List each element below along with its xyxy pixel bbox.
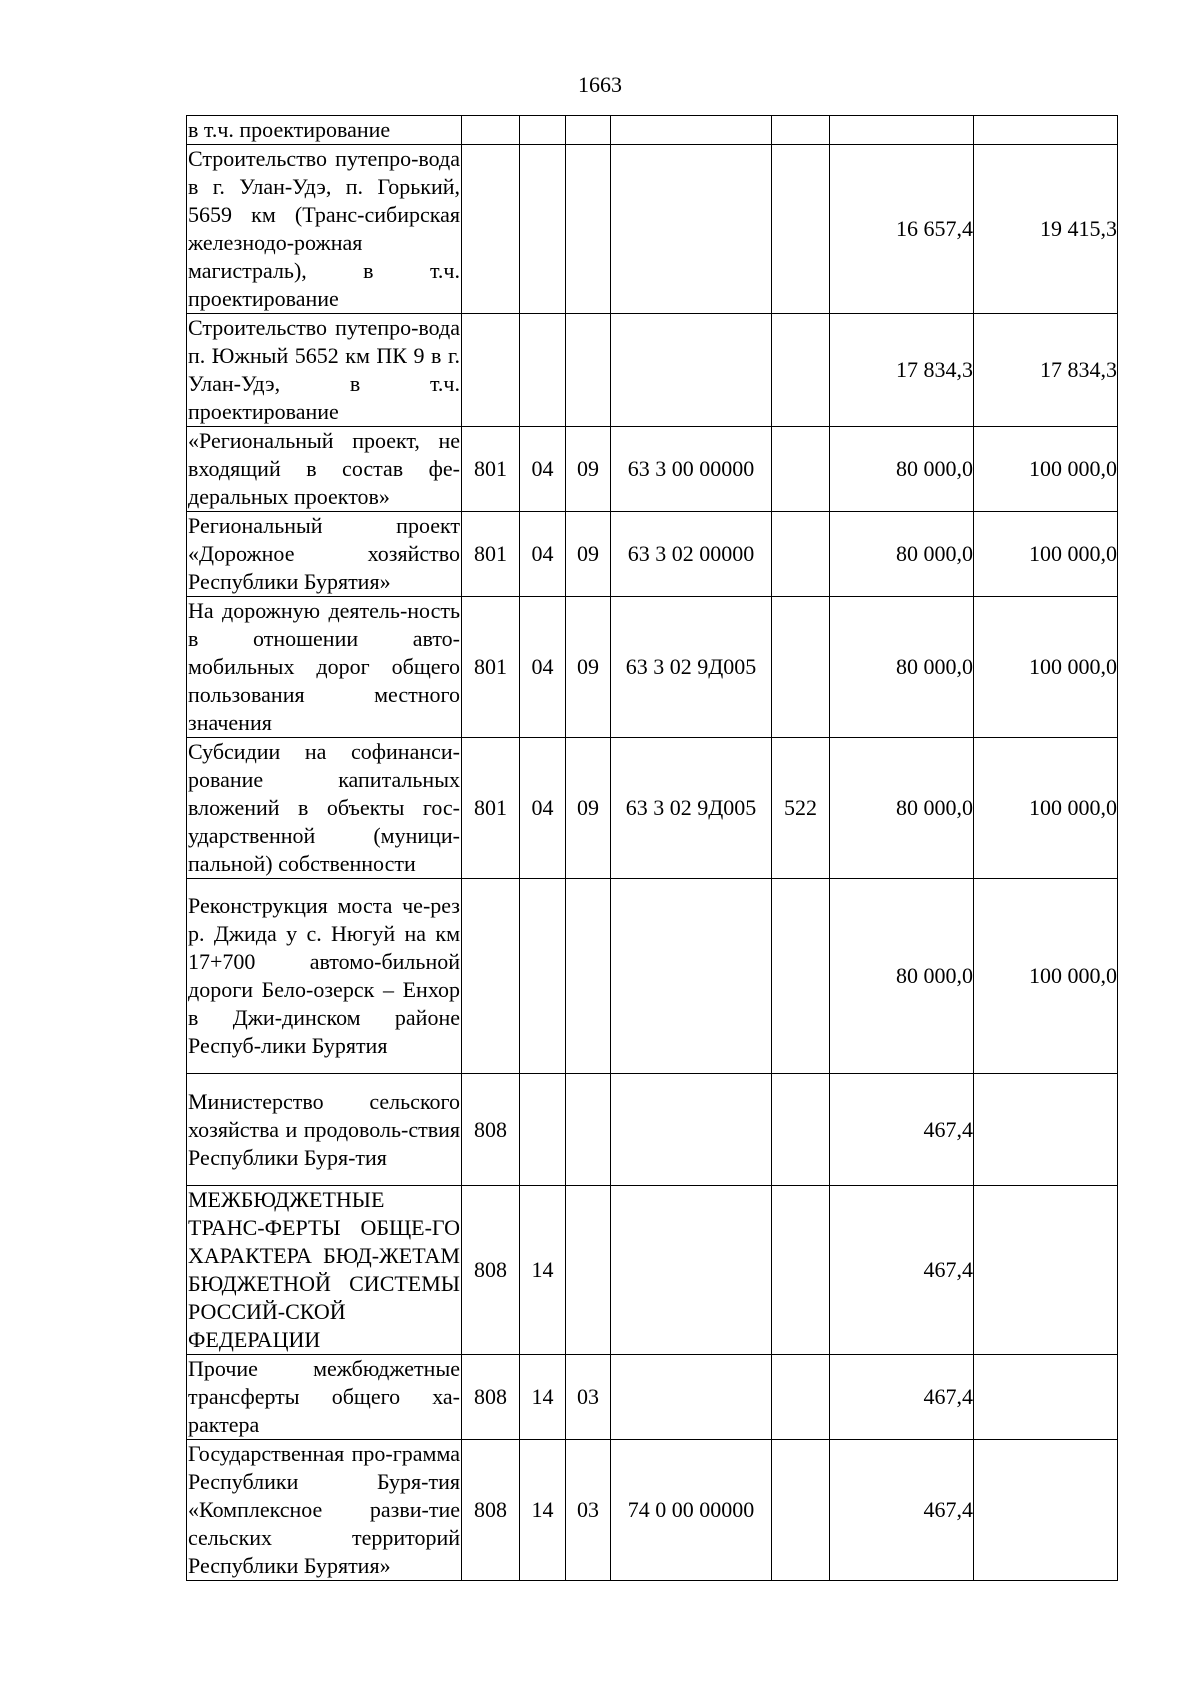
amount-year2-text: 17 834,3 <box>1040 357 1117 382</box>
subsection-code-text: 09 <box>577 456 599 481</box>
expense-type-cell <box>772 116 830 145</box>
row-name-text: На дорожную деятель-ность в отношении авто-мобильных дорог общего пользования местного значения <box>188 598 460 735</box>
expense-type-cell <box>772 1355 830 1440</box>
row-name-cell <box>187 597 462 738</box>
row-name-text: «Региональный проект, не входящий в состав фе-деральных проектов» <box>188 428 460 509</box>
target-article-text: 63 3 00 00000 <box>627 456 755 481</box>
ved-code-cell <box>462 738 520 879</box>
amount-year2-text: 100 000,0 <box>1029 654 1117 679</box>
section-code-text: 04 <box>531 795 554 820</box>
section-code-text: 14 <box>531 1384 554 1409</box>
ved-code-cell <box>462 427 520 512</box>
table-row <box>187 1074 1118 1186</box>
row-name-cell <box>187 1355 462 1440</box>
row-name-text: в т.ч. проектирование <box>188 117 391 142</box>
subsection-code-cell <box>566 116 611 145</box>
amount-year1-text: 80 000,0 <box>896 456 973 481</box>
target-article-cell <box>611 427 772 512</box>
target-article-cell <box>611 879 772 1074</box>
section-code-text: 14 <box>531 1497 554 1522</box>
table-row <box>187 145 1118 314</box>
section-code-cell <box>520 1074 566 1186</box>
target-article-cell <box>611 1186 772 1355</box>
amount-year2-cell <box>974 116 1118 145</box>
ved-code-text: 808 <box>474 1497 507 1522</box>
row-name-text: Региональный проект «Дорожное хозяйство Республики Бурятия» <box>188 513 460 594</box>
row-name-cell <box>187 1440 462 1581</box>
section-code-text: 04 <box>531 541 554 566</box>
row-name-text: Субсидии на софинанси-рование капитальных вложений в объекты гос-ударственной (муници-пальной) собственности <box>188 739 460 876</box>
subsection-code-cell <box>566 1186 611 1355</box>
subsection-code-text: 03 <box>577 1497 599 1522</box>
section-code-cell <box>520 738 566 879</box>
amount-year1-cell <box>830 1074 974 1186</box>
table-row <box>187 597 1118 738</box>
subsection-code-cell <box>566 597 611 738</box>
table-row <box>187 738 1118 879</box>
subsection-code-text: 09 <box>577 795 599 820</box>
ved-code-cell <box>462 879 520 1074</box>
ved-code-cell <box>462 116 520 145</box>
row-name-text: Реконструкция моста че-рез р. Джида у с. Нюгуй на км 17+700 автомо-бильной дороги Бело-озерск – Енхор в Джи-динском районе Респуб-лики Бурятия <box>188 893 460 1058</box>
section-code-cell <box>520 1186 566 1355</box>
amount-year1-text: 17 834,3 <box>896 357 973 382</box>
table-row <box>187 512 1118 597</box>
expense-type-cell <box>772 738 830 879</box>
ved-code-text: 808 <box>474 1384 507 1409</box>
target-article-cell <box>611 314 772 427</box>
amount-year1-text: 467,4 <box>923 1497 973 1522</box>
amount-year1-cell <box>830 597 974 738</box>
section-code-text: 04 <box>531 654 554 679</box>
table-row <box>187 1440 1118 1581</box>
target-article-cell <box>611 1074 772 1186</box>
ved-code-text: 801 <box>474 456 507 481</box>
amount-year2-text: 100 000,0 <box>1029 541 1117 566</box>
ved-code-text: 808 <box>474 1257 507 1282</box>
subsection-code-cell <box>566 879 611 1074</box>
amount-year2-text: 100 000,0 <box>1029 795 1117 820</box>
amount-year2-text: 19 415,3 <box>1040 216 1117 241</box>
ved-code-text: 801 <box>474 795 507 820</box>
subsection-code-text: 09 <box>577 654 599 679</box>
ved-code-cell <box>462 512 520 597</box>
amount-year2-cell <box>974 512 1118 597</box>
amount-year1-cell <box>830 738 974 879</box>
expense-type-cell <box>772 145 830 314</box>
amount-year1-cell <box>830 1186 974 1355</box>
section-code-text: 14 <box>531 1257 554 1282</box>
table-row <box>187 314 1118 427</box>
ved-code-cell <box>462 1186 520 1355</box>
target-article-text: 74 0 00 00000 <box>627 1497 755 1522</box>
target-article-cell <box>611 597 772 738</box>
expense-type-cell <box>772 427 830 512</box>
amount-year1-text: 80 000,0 <box>896 541 973 566</box>
subsection-code-cell <box>566 427 611 512</box>
amount-year2-cell <box>974 879 1118 1074</box>
section-code-cell <box>520 145 566 314</box>
table-row <box>187 1186 1118 1355</box>
budget-table <box>186 115 1118 1581</box>
row-name-text: Государственная про-грамма Республики Буря-тия «Комплексное разви-тие сельских территорий Республики Бурятия» <box>188 1441 460 1578</box>
row-name-cell <box>187 1074 462 1186</box>
amount-year1-text: 16 657,4 <box>896 216 973 241</box>
expense-type-cell <box>772 1186 830 1355</box>
table-row <box>187 879 1118 1074</box>
row-name-text: Министерство сельского хозяйства и продоволь-ствия Республики Буря-тия <box>188 1088 460 1170</box>
row-name-cell <box>187 879 462 1074</box>
amount-year2-cell <box>974 1440 1118 1581</box>
section-code-cell <box>520 879 566 1074</box>
expense-type-cell <box>772 1074 830 1186</box>
amount-year1-text: 467,4 <box>923 1116 973 1142</box>
amount-year2-cell <box>974 1186 1118 1355</box>
table-row <box>187 1355 1118 1440</box>
ved-code-cell <box>462 1440 520 1581</box>
ved-code-cell <box>462 1074 520 1186</box>
row-name-text: Строительство путепро-вода в г. Улан-Удэ, п. Горький, 5659 км (Транс-сибирская железнодо-рожная магистраль), в т.ч. проектирование <box>188 146 460 311</box>
subsection-code-cell <box>566 1074 611 1186</box>
row-name-cell <box>187 145 462 314</box>
row-name-cell <box>187 314 462 427</box>
expense-type-cell <box>772 314 830 427</box>
subsection-code-cell <box>566 1440 611 1581</box>
subsection-code-text: 09 <box>577 541 599 566</box>
row-name-text: Прочие межбюджетные трансферты общего ха-рактера <box>188 1356 460 1437</box>
target-article-cell <box>611 1440 772 1581</box>
target-article-text: 63 3 02 00000 <box>627 541 755 566</box>
ved-code-text: 808 <box>474 1116 507 1142</box>
amount-year2-cell <box>974 1355 1118 1440</box>
ved-code-cell <box>462 145 520 314</box>
amount-year1-text: 467,4 <box>923 1384 973 1409</box>
amount-year2-cell <box>974 738 1118 879</box>
ved-code-cell <box>462 314 520 427</box>
target-article-text: 63 3 02 9Д005 <box>625 795 757 820</box>
subsection-code-cell <box>566 738 611 879</box>
ved-code-text: 801 <box>474 654 507 679</box>
section-code-cell <box>520 1440 566 1581</box>
target-article-cell <box>611 1355 772 1440</box>
expense-type-text: 522 <box>784 795 817 820</box>
expense-type-cell <box>772 879 830 1074</box>
amount-year2-cell <box>974 427 1118 512</box>
section-code-cell <box>520 314 566 427</box>
section-code-text: 04 <box>531 456 554 481</box>
amount-year2-cell <box>974 1074 1118 1186</box>
target-article-text: 63 3 02 9Д005 <box>625 654 757 679</box>
amount-year1-cell <box>830 879 974 1074</box>
amount-year1-text: 80 000,0 <box>896 654 973 679</box>
amount-year1-cell <box>830 512 974 597</box>
amount-year1-text: 467,4 <box>923 1257 973 1282</box>
table-row <box>187 116 1118 145</box>
amount-year1-cell <box>830 314 974 427</box>
row-name-cell <box>187 116 462 145</box>
table-body <box>187 116 1118 1581</box>
expense-type-cell <box>772 1440 830 1581</box>
subsection-code-text: 03 <box>577 1384 599 1409</box>
row-name-cell <box>187 512 462 597</box>
amount-year1-text: 80 000,0 <box>896 963 973 988</box>
target-article-cell <box>611 116 772 145</box>
amount-year2-text: 100 000,0 <box>1029 456 1117 481</box>
subsection-code-cell <box>566 145 611 314</box>
amount-year1-cell <box>830 116 974 145</box>
table-row <box>187 427 1118 512</box>
section-code-cell <box>520 1355 566 1440</box>
section-code-cell <box>520 512 566 597</box>
amount-year1-cell <box>830 1355 974 1440</box>
amount-year1-cell <box>830 1440 974 1581</box>
section-code-cell <box>520 427 566 512</box>
amount-year2-cell <box>974 145 1118 314</box>
amount-year1-text: 80 000,0 <box>896 795 973 820</box>
amount-year2-cell <box>974 597 1118 738</box>
section-code-cell <box>520 116 566 145</box>
ved-code-cell <box>462 1355 520 1440</box>
target-article-cell <box>611 145 772 314</box>
row-name-text: Строительство путепро-вода п. Южный 5652 км ПК 9 в г. Улан-Удэ, в т.ч. проектирование <box>188 315 460 424</box>
row-name-cell <box>187 738 462 879</box>
row-name-text: МЕЖБЮДЖЕТНЫЕ ТРАНС-ФЕРТЫ ОБЩЕ-ГО ХАРАКТЕРА БЮД-ЖЕТАМ БЮДЖЕТНОЙ СИСТЕМЫ РОССИЙ-СКОЙ ФЕДЕРАЦИИ <box>188 1187 460 1352</box>
page-number: 1663 <box>578 72 622 97</box>
amount-year2-cell <box>974 314 1118 427</box>
subsection-code-cell <box>566 512 611 597</box>
ved-code-cell <box>462 597 520 738</box>
amount-year2-text: 100 000,0 <box>1029 963 1117 988</box>
ved-code-text: 801 <box>474 541 507 566</box>
subsection-code-cell <box>566 1355 611 1440</box>
section-code-cell <box>520 597 566 738</box>
target-article-cell <box>611 738 772 879</box>
amount-year1-cell <box>830 145 974 314</box>
target-article-cell <box>611 512 772 597</box>
amount-year1-cell <box>830 427 974 512</box>
row-name-cell <box>187 1186 462 1355</box>
subsection-code-cell <box>566 314 611 427</box>
expense-type-cell <box>772 512 830 597</box>
row-name-cell <box>187 427 462 512</box>
expense-type-cell <box>772 597 830 738</box>
